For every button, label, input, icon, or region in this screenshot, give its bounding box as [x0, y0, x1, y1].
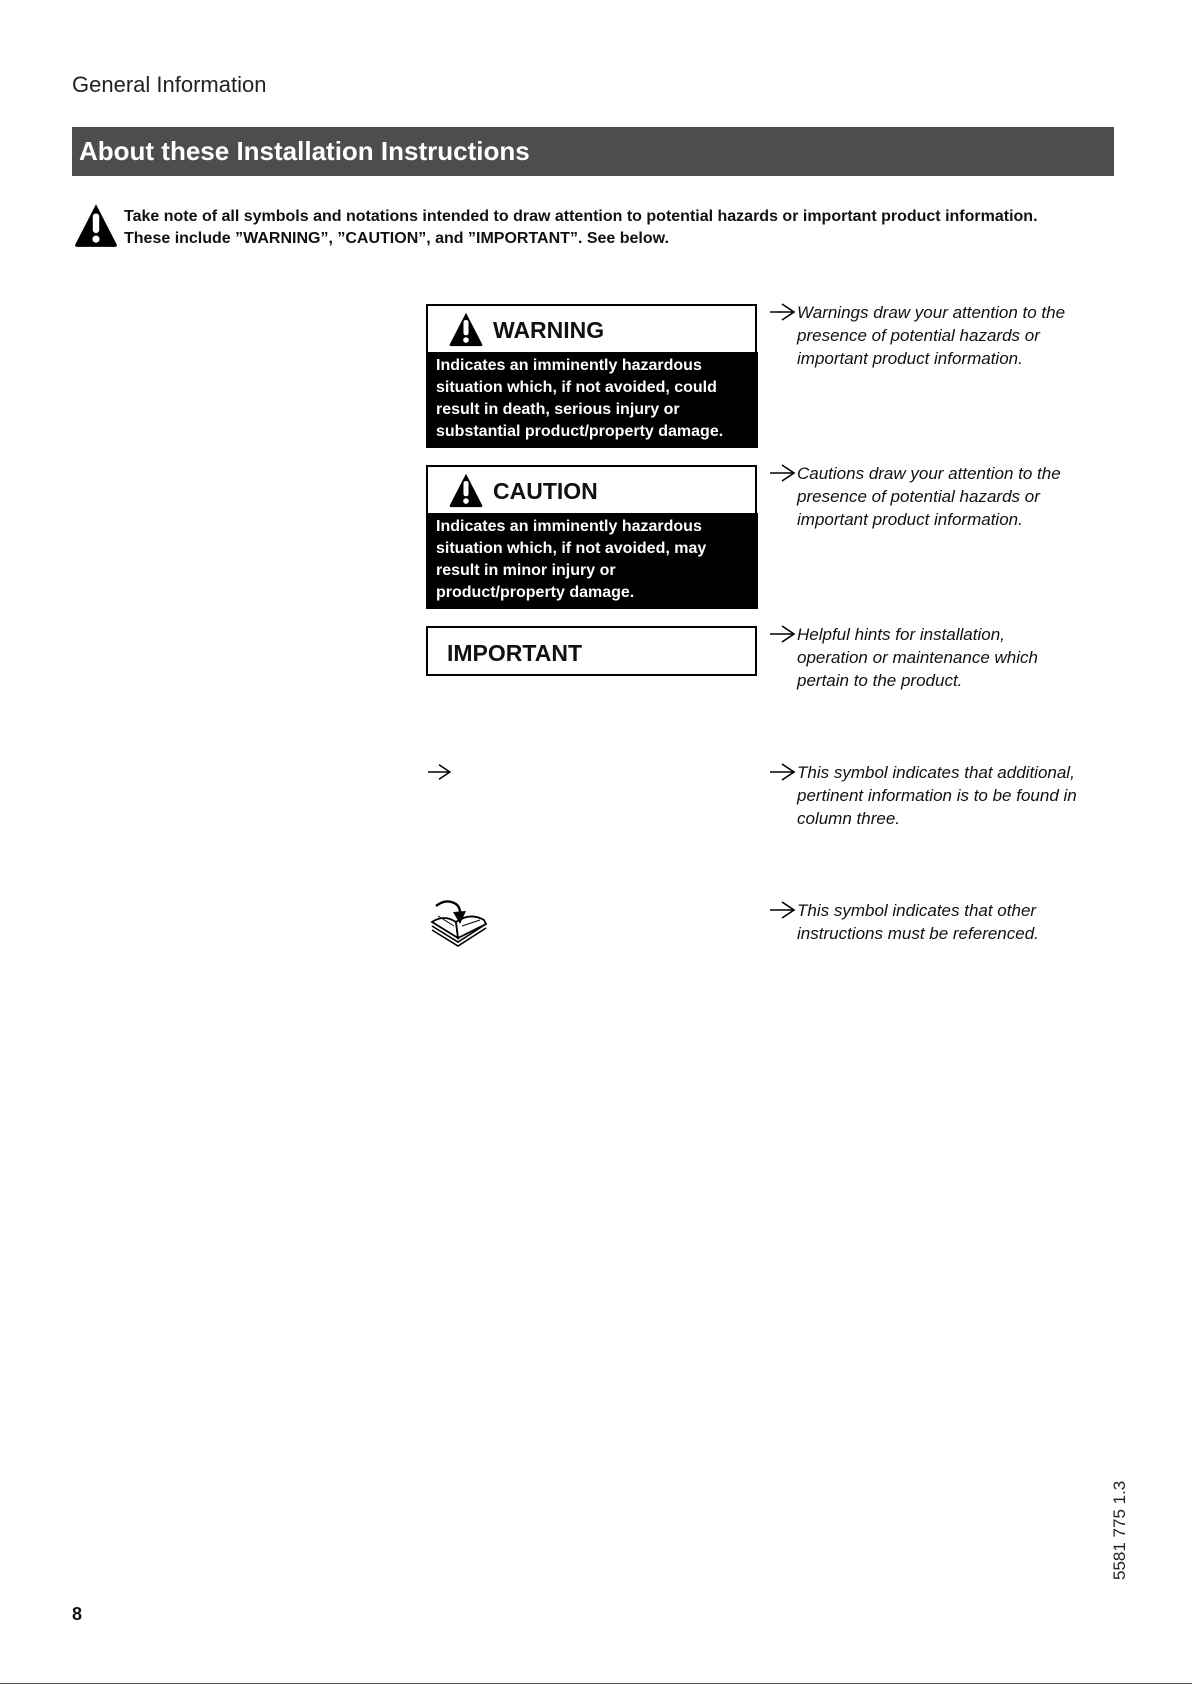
warning-body-line: situation which, if not avoided, could	[436, 379, 717, 396]
page-title: About these Installation Instructions	[79, 136, 530, 166]
caution-body-line: Indicates an imminently hazardous	[436, 518, 702, 535]
intro-line: Take note of all symbols and notations intended to draw attention to potential hazards or important product information.	[124, 208, 1038, 225]
right-arrow-icon	[768, 761, 796, 783]
warning-box-header	[428, 306, 755, 352]
warning-triangle-icon	[73, 202, 119, 248]
caution-body-line: product/property damage.	[436, 584, 635, 601]
bottom-rule	[0, 1683, 1192, 1684]
page-number: 8	[72, 1604, 83, 1624]
important-box	[426, 626, 757, 676]
caution-body-line: situation which, if not avoided, may	[436, 540, 707, 557]
note-line: Helpful hints for installation,	[797, 625, 1005, 644]
note-line: Warnings draw your attention to the	[797, 303, 1066, 322]
note-line: pertinent information is to be found in	[797, 786, 1077, 805]
note-line: This symbol indicates that additional,	[797, 763, 1075, 782]
right-arrow-icon	[426, 762, 452, 782]
note-line: important product information.	[797, 349, 1023, 368]
note-line: presence of potential hazards or	[797, 326, 1040, 345]
note-line: This symbol indicates that other	[797, 901, 1037, 920]
note-line: column three.	[797, 809, 900, 828]
note-line: operation or maintenance which	[797, 648, 1038, 667]
page-title-bar	[72, 127, 1114, 176]
arrow-symbol-note	[768, 761, 1128, 830]
right-arrow-icon	[768, 301, 796, 323]
important-note	[768, 623, 1128, 692]
caution-note	[768, 462, 1128, 531]
caution-body	[426, 513, 758, 609]
document-code: 5581 775 1.3	[1110, 1480, 1129, 1580]
note-line: pertain to the product.	[797, 671, 963, 690]
intro-line: These include ”WARNING”, ”CAUTION”, and ”IMPORTANT”. See below.	[124, 230, 669, 247]
book-symbol-note	[768, 899, 1128, 945]
warning-triangle-icon	[448, 311, 484, 347]
intro-text	[124, 206, 1124, 250]
note-line: important product information.	[797, 510, 1023, 529]
warning-body-line: substantial product/property damage.	[436, 423, 724, 440]
section-label: General Information	[72, 72, 267, 97]
note-line: presence of potential hazards or	[797, 487, 1040, 506]
note-line: Cautions draw your attention to the	[797, 464, 1061, 483]
right-arrow-icon	[768, 899, 796, 921]
caution-box	[426, 465, 757, 609]
warning-body-line: Indicates an imminently hazardous	[436, 357, 702, 374]
warning-body	[426, 352, 758, 448]
right-arrow-icon	[768, 462, 796, 484]
right-arrow-icon	[768, 623, 796, 645]
warning-triangle-icon	[448, 472, 484, 508]
warning-box	[426, 304, 757, 448]
reference-book-icon	[428, 896, 500, 954]
caution-body-line: result in minor injury or	[436, 562, 616, 579]
note-line: instructions must be referenced.	[797, 924, 1039, 943]
important-heading: IMPORTANT	[447, 640, 583, 666]
warning-heading: WARNING	[493, 317, 605, 343]
caution-box-header	[428, 467, 755, 513]
caution-heading: CAUTION	[493, 478, 598, 504]
warning-note	[768, 301, 1128, 370]
warning-body-line: result in death, serious injury or	[436, 401, 680, 418]
